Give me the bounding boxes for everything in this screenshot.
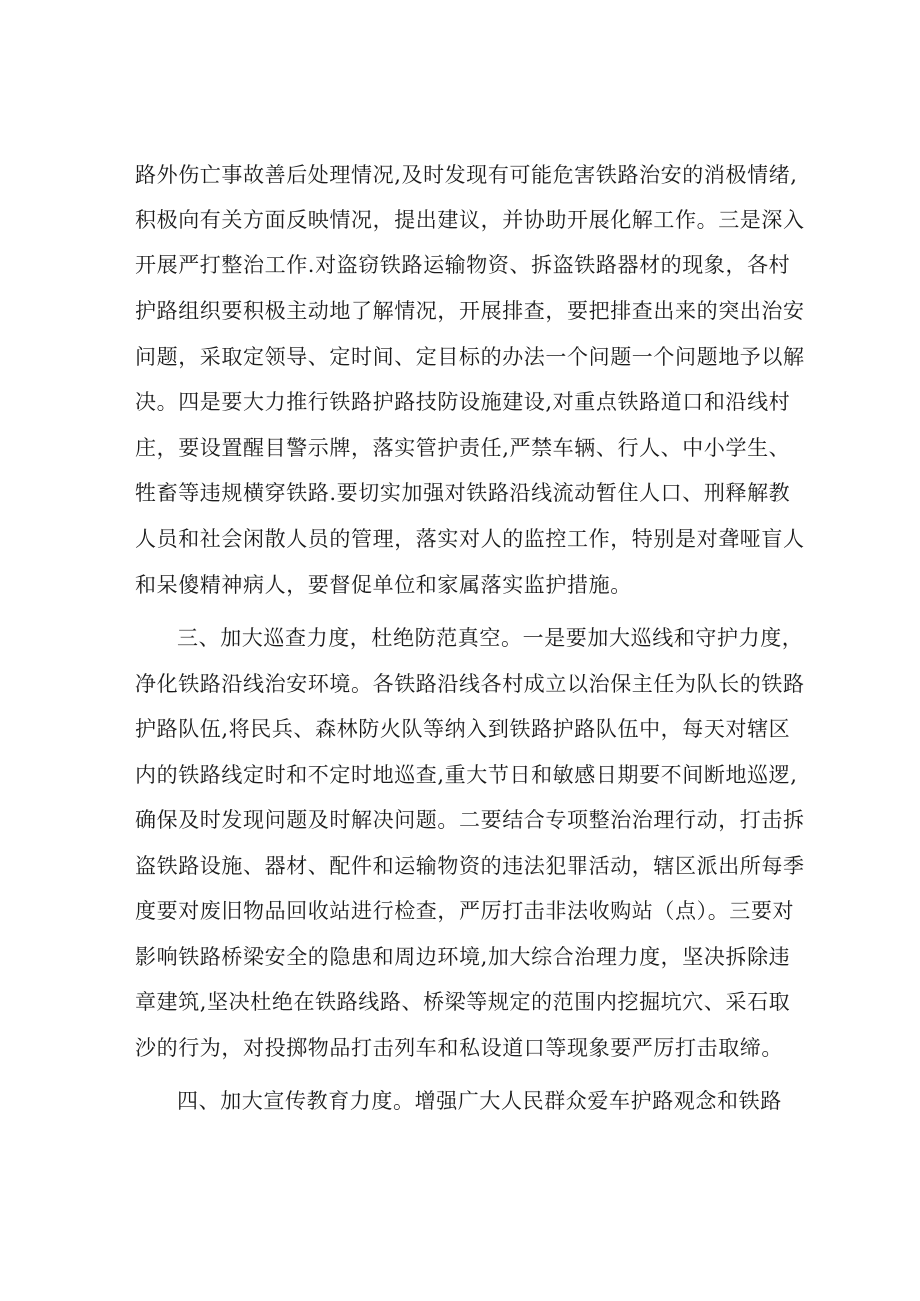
text-line: 章建筑,坚决杜绝在铁路线路、桥梁等规定的范围内挖掘坑穴、采石取 <box>135 990 791 1014</box>
text-line: 和呆傻精神病人，要督促单位和家属落实监护措施。 <box>135 573 632 597</box>
text-line: 沙的行为，对投掷物品打击列车和私设道口等现象要严厉打击取缔。 <box>135 1036 783 1060</box>
text-line: 牲畜等违规横穿铁路.要切实加强对铁路沿线流动暂住人口、刑释解教 <box>135 481 791 505</box>
text-line: 问题，采取定领导、定时间、定目标的办法一个问题一个问题地予以解 <box>135 345 805 369</box>
text-line: 路外伤亡事故善后处理情况,及时发现有可能危害铁路治安的消极情绪, <box>135 163 798 187</box>
text-line: 积极向有关方面反映情况，提出建议，并协助开展化解工作。三是深入 <box>135 208 805 232</box>
text-line: 决。四是要大力推行铁路护路技防设施建设,对重点铁路道口和沿线村 <box>135 390 791 414</box>
text-line: 影响铁路桥梁安全的隐患和周边环境,加大综合治理力度，坚决拆除违 <box>135 945 791 969</box>
text-line: 盗铁路设施、器材、配件和运输物资的违法犯罪活动，辖区派出所每季 <box>135 854 805 878</box>
text-line: 护路队伍,将民兵、森林防火队等纳入到铁路护路队伍中，每天对辖区 <box>135 717 791 741</box>
text-line: 度要对废旧物品回收站进行检查，严厉打击非法收购站（点）。三要对 <box>135 899 795 923</box>
text-line: 开展严打整治工作.对盗窃铁路运输物资、拆盗铁路器材的现象，各村 <box>135 253 791 277</box>
text-line: 内的铁路线定时和不定时地巡查,重大节日和敏感日期要不间断地巡逻, <box>135 763 798 787</box>
text-line: 护路组织要积极主动地了解情况，开展排查，要把排查出来的突出治安 <box>135 299 805 323</box>
text-line: 人员和社会闲散人员的管理，落实对人的监控工作，特别是对聋哑盲人 <box>135 527 805 551</box>
paragraph-heading-3: 三、加大巡查力度，杜绝防范真空。一是要加大巡线和守护力度， <box>177 626 804 650</box>
text-line: 净化铁路沿线治安环境。各铁路沿线各村成立以治保主任为队长的铁路 <box>135 672 805 696</box>
text-line: 庄，要设置醒目警示牌，落实管护责任,严禁车辆、行人、中小学生、 <box>135 436 791 460</box>
paragraph-heading-4: 四、加大宣传教育力度。增强广大人民群众爱车护路观念和铁路 <box>177 1089 782 1113</box>
text-line: 确保及时发现问题及时解决问题。二要结合专项整治治理行动，打击拆 <box>135 808 805 832</box>
